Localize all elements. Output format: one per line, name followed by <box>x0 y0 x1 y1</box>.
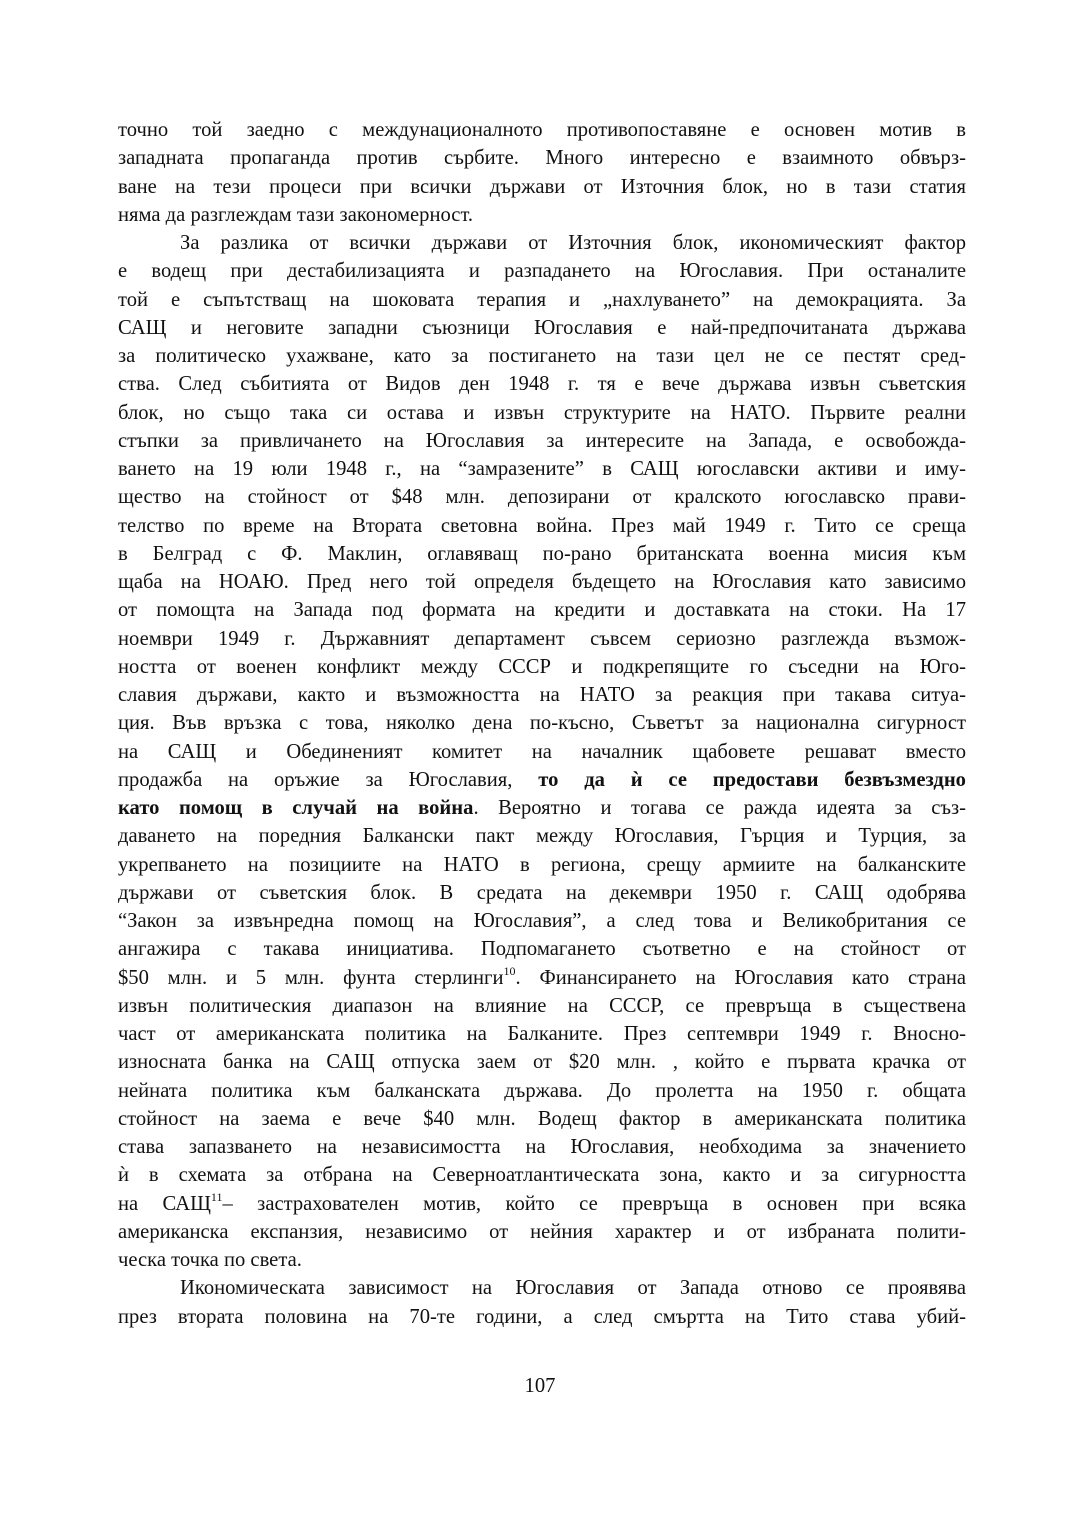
text-line: щаба на НОАЮ. Пред него той определя бъдещето на Югославия като зависимо <box>118 571 966 593</box>
text-line: САЩ и неговите западни съюзници Югославия е най-предпочитаната държава <box>118 316 966 339</box>
text-line <box>118 1190 966 1218</box>
text-line: укрепването на позициите на НАТО в региона, срещу армиите на балканските <box>118 853 966 876</box>
paragraph-1 <box>118 116 966 229</box>
text-run: продажба на оръжие за Югославия, <box>118 768 539 791</box>
emphasis-text: то да ѝ се предостави безвъзмездно <box>538 768 966 791</box>
text-line: “Закон за извънредна помощ на Югославия”, а след това и Великобритания се <box>118 910 966 932</box>
paragraph-2 <box>118 229 966 1274</box>
text-run: на САЩ <box>118 1192 211 1215</box>
text-line: няма да разглеждам тази закономерност. <box>118 203 474 226</box>
text-line: американска експанзия, независимо от нейния характер и от избраната полити- <box>118 1220 966 1243</box>
document-body <box>118 116 966 1331</box>
text-line: ване на тези процеси при всички държави от Източния блок, но в тази статия <box>118 175 966 198</box>
footnote-marker: 11 <box>210 1189 223 1204</box>
text-run: $50 млн. и 5 млн. фунта стерлинги <box>118 966 504 989</box>
text-line: ността от военен конфликт между СССР и подкрепящите го съседни на Юго- <box>118 655 966 678</box>
paragraph-3 <box>118 1274 966 1331</box>
text-line: блок, но също така си остава и извън структурите на НАТО. Първите реални <box>118 401 966 424</box>
emphasis-text: като помощ в случай на война <box>118 797 474 819</box>
text-line: износната банка на САЩ отпуска заем от $20 млн. , който е първата крачка от <box>118 1051 966 1074</box>
text-run: . Вероятно и тогава се ражда идеята за съз- <box>473 797 966 819</box>
text-line: от помощта на Запада под формата на кредити и доставката на стоки. На 17 <box>118 599 966 622</box>
text-line: западната пропаганда против сърбите. Много интересно е взаимното обвърз- <box>118 147 966 170</box>
text-line: е водещ при дестабилизацията и разпадането на Югославия. При останалите <box>118 260 966 283</box>
text-line <box>118 794 966 822</box>
text-line: нейната политика към балканската държава. До пролетта на 1950 г. общата <box>118 1079 966 1102</box>
text-line: през втората половина на 70-те години, а след смъртта на Тито става убий- <box>118 1305 966 1328</box>
text-line <box>118 766 966 794</box>
text-line: щество на стойност от $48 млн. депозирани от кралското югославско прави- <box>118 486 966 509</box>
text-line: телство по време на Втората световна война. През май 1949 г. Тито се среща <box>118 514 966 537</box>
text-line: славия държави, както и възможността на НАТО за реакция при такава ситуа- <box>118 684 966 706</box>
text-line: той е съпътстващ на шоковата терапия и „нахлуването” на демокрацията. За <box>118 288 966 311</box>
text-line: стъпки за привличането на Югославия за интересите на Запада, е освобожда- <box>118 429 966 452</box>
page-number: 107 <box>524 1375 556 1397</box>
text-run: – застрахователен мотив, който се превръща в основен при всяка <box>222 1192 966 1215</box>
text-line: на САЩ и Обединеният комитет на началник щабовете решават вместо <box>118 740 966 763</box>
text-line <box>118 964 966 992</box>
text-line: в Белград с Ф. Маклин, оглавяващ по-рано британската военна мисия към <box>118 542 966 565</box>
text-line: ангажира с такава инициатива. Подпомагането съответно е на стойност от <box>118 938 966 961</box>
text-line: държави от съветския блок. В средата на декември 1950 г. САЩ одобрява <box>118 881 966 904</box>
text-line: ноември 1949 г. Държавният департамент съвсем сериозно разглежда възмож- <box>118 627 966 650</box>
text-line: извън политическия диапазон на влияние на СССР, се превръща в съществена <box>118 994 966 1017</box>
text-line: ция. Във връзка с това, няколко дена по-късно, Съветът за национална сигурност <box>118 712 966 735</box>
text-line: ването на 19 юли 1948 г., на “замразените” в САЩ югославски активи и иму- <box>118 458 966 480</box>
text-line: Икономическата зависимост на Югославия от Запада отново се проявява <box>180 1277 966 1300</box>
text-line: част от американската политика на Балканите. През септември 1949 г. Вносно- <box>118 1023 966 1045</box>
footnote-marker: 10 <box>503 963 516 978</box>
text-line: ства. След събитията от Видов ден 1948 г. тя е вече държава извън съветския <box>118 373 966 396</box>
text-line: става запазването на независимостта на Югославия, необходима за значението <box>118 1136 966 1158</box>
text-line: ѝ в схемата за отбрана на Северноатлантическата зона, както и за сигурността <box>118 1164 966 1187</box>
text-run: . Финансирането на Югославия като страна <box>515 966 967 989</box>
text-line: точно той заедно с междунационалното противопоставяне е основен мотив в <box>118 119 966 141</box>
text-line: За разлика от всички държави от Източния блок, икономическият фактор <box>180 232 966 254</box>
text-line: даването на поредния Балкански пакт между Югославия, Гърция и Турция, за <box>118 825 966 848</box>
text-line: ческа точка по света. <box>118 1249 302 1271</box>
text-line: стойност на заема е вече $40 млн. Водещ фактор в американската политика <box>118 1107 966 1130</box>
text-line: за политическо ухажване, като за постигането на тази цел не се пестят сред- <box>118 345 966 367</box>
